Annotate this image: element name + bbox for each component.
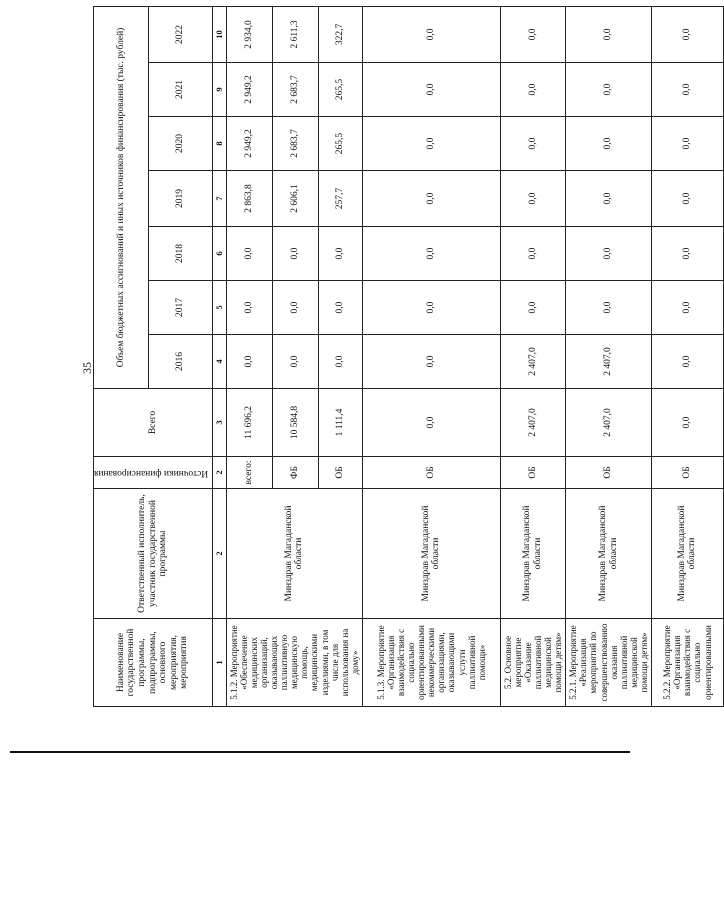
row-year-value: 0,0 bbox=[566, 6, 652, 62]
row-year-value: 0,0 bbox=[651, 6, 723, 62]
row-year-value: 0,0 bbox=[319, 335, 363, 389]
row-year-value: 0,0 bbox=[226, 227, 272, 281]
row-year-value: 0,0 bbox=[272, 227, 318, 281]
row-year-value: 0,0 bbox=[651, 117, 723, 171]
row-year-value: 322,7 bbox=[319, 6, 363, 62]
column-index: 6 bbox=[212, 227, 226, 281]
row-year-value: 265,5 bbox=[319, 117, 363, 171]
row-name: 5.1.2. Мероприятие «Обеспечение медицинских организаций, оказывающих паллиативную медицинскую помощь, медицинскими изделиями, в том числе для использования на дому» bbox=[226, 619, 362, 707]
header-source-label: Источники финансирования bbox=[94, 467, 209, 478]
header-budget-group: Объем бюджетных ассигнований и иных источников финансирования (тыс. рублей) bbox=[94, 6, 149, 388]
row-year-value: 0,0 bbox=[272, 281, 318, 335]
header-year-2018: 2018 bbox=[149, 227, 212, 281]
column-index: 1 bbox=[212, 619, 226, 707]
header-year-2021: 2021 bbox=[149, 63, 212, 117]
row-executor: Минздрав Магаданской области bbox=[500, 489, 565, 619]
header-total: Всего bbox=[94, 389, 213, 457]
row-year-value: 2 683,7 bbox=[272, 117, 318, 171]
row-year-value: 257,7 bbox=[319, 171, 363, 227]
row-year-value: 2 683,7 bbox=[272, 63, 318, 117]
row-year-value: 0,0 bbox=[566, 171, 652, 227]
page-number: 35 bbox=[80, 362, 94, 374]
row-year-value: 2 949,2 bbox=[226, 117, 272, 171]
row-executor: Минздрав Магаданской области bbox=[566, 489, 652, 619]
row-year-value: 0,0 bbox=[500, 171, 565, 227]
header-executor: Ответственный исполнитель, участник государственной программы bbox=[94, 489, 213, 619]
row-year-value: 0,0 bbox=[362, 6, 500, 62]
row-year-value: 0,0 bbox=[362, 335, 500, 389]
header-source bbox=[94, 457, 213, 489]
row-year-value: 0,0 bbox=[226, 281, 272, 335]
row-year-value: 0,0 bbox=[566, 117, 652, 171]
row-name: 5.2.1. Мероприятие «Реализация мероприятий по совершенствованию оказания паллиативной медицинской помощи детям» bbox=[566, 619, 652, 707]
row-source: ФБ bbox=[272, 457, 318, 489]
row-total: 1 111,4 bbox=[319, 389, 363, 457]
row-year-value: 0,0 bbox=[362, 117, 500, 171]
column-index: 10 bbox=[212, 6, 226, 62]
row-year-value: 0,0 bbox=[500, 117, 565, 171]
header-name: Наименование государственной программы, подпрограммы, основного мероприятия, мероприятия bbox=[94, 619, 213, 707]
rotated-page bbox=[70, 0, 713, 729]
row-name: 5.2.2. Мероприятие «Организация взаимодействия с социально ориентированными bbox=[651, 619, 723, 707]
table-row bbox=[566, 6, 652, 706]
row-source: ОБ bbox=[566, 457, 652, 489]
row-source: ОБ bbox=[500, 457, 565, 489]
column-index: 7 bbox=[212, 171, 226, 227]
page-separator-line bbox=[10, 751, 630, 753]
row-year-value: 2 949,2 bbox=[226, 63, 272, 117]
row-year-value: 0,0 bbox=[651, 227, 723, 281]
row-total: 2 407,0 bbox=[500, 389, 565, 457]
row-name: 5.2. Основное мероприятие «Оказание паллиативной медицинской помощи детям» bbox=[500, 619, 565, 707]
header-year-2016: 2016 bbox=[149, 335, 212, 389]
column-index: 5 bbox=[212, 281, 226, 335]
table-row bbox=[226, 6, 272, 706]
row-executor: Минздрав Магаданской области bbox=[651, 489, 723, 619]
column-index: 4 bbox=[212, 335, 226, 389]
row-year-value: 2 611,3 bbox=[272, 6, 318, 62]
row-year-value: 0,0 bbox=[651, 281, 723, 335]
row-year-value: 0,0 bbox=[651, 63, 723, 117]
row-total: 0,0 bbox=[362, 389, 500, 457]
row-year-value: 0,0 bbox=[362, 281, 500, 335]
row-total: 11 696,2 bbox=[226, 389, 272, 457]
row-year-value: 265,5 bbox=[319, 63, 363, 117]
row-year-value: 0,0 bbox=[362, 171, 500, 227]
row-year-value: 2 407,0 bbox=[500, 335, 565, 389]
row-executor: Минздрав Магаданской области bbox=[226, 489, 362, 619]
row-year-value: 0,0 bbox=[500, 63, 565, 117]
column-index: 8 bbox=[212, 117, 226, 171]
row-source: ОБ bbox=[319, 457, 363, 489]
header-year-2020: 2020 bbox=[149, 117, 212, 171]
table-row bbox=[362, 6, 500, 706]
header-year-2022: 2022 bbox=[149, 6, 212, 62]
row-year-value: 2 407,0 bbox=[566, 335, 652, 389]
row-name: 5.1.3. Мероприятие «Организация взаимодействия с социально ориентированными некоммерческими организациями, оказывающими услуги паллиативной помощи» bbox=[362, 619, 500, 707]
row-year-value: 0,0 bbox=[566, 281, 652, 335]
budget-table bbox=[93, 6, 724, 707]
row-year-value: 2 606,1 bbox=[272, 171, 318, 227]
header-year-2019: 2019 bbox=[149, 171, 212, 227]
row-year-value: 0,0 bbox=[319, 227, 363, 281]
column-index: 9 bbox=[212, 63, 226, 117]
row-year-value: 2 934,0 bbox=[226, 6, 272, 62]
row-year-value: 0,0 bbox=[272, 335, 318, 389]
row-year-value: 0,0 bbox=[651, 171, 723, 227]
row-year-value: 0,0 bbox=[319, 281, 363, 335]
table-row bbox=[500, 6, 565, 706]
table-row bbox=[651, 6, 723, 706]
row-year-value: 0,0 bbox=[500, 6, 565, 62]
row-total: 10 584,8 bbox=[272, 389, 318, 457]
column-index: 3 bbox=[212, 389, 226, 457]
row-year-value: 0,0 bbox=[500, 281, 565, 335]
row-year-value: 0,0 bbox=[500, 227, 565, 281]
row-source: всего: bbox=[226, 457, 272, 489]
column-index: 2 bbox=[212, 489, 226, 619]
row-total: 0,0 bbox=[651, 389, 723, 457]
row-year-value: 0,0 bbox=[226, 335, 272, 389]
row-year-value: 0,0 bbox=[566, 63, 652, 117]
row-executor: Минздрав Магаданской области bbox=[362, 489, 500, 619]
row-year-value: 0,0 bbox=[566, 227, 652, 281]
row-year-value: 0,0 bbox=[362, 63, 500, 117]
row-year-value: 0,0 bbox=[362, 227, 500, 281]
header-year-2017: 2017 bbox=[149, 281, 212, 335]
column-index: 2 bbox=[212, 457, 226, 489]
row-total: 2 407,0 bbox=[566, 389, 652, 457]
row-source: ОБ bbox=[362, 457, 500, 489]
row-year-value: 0,0 bbox=[651, 335, 723, 389]
row-source: ОБ bbox=[651, 457, 723, 489]
row-year-value: 2 863,8 bbox=[226, 171, 272, 227]
